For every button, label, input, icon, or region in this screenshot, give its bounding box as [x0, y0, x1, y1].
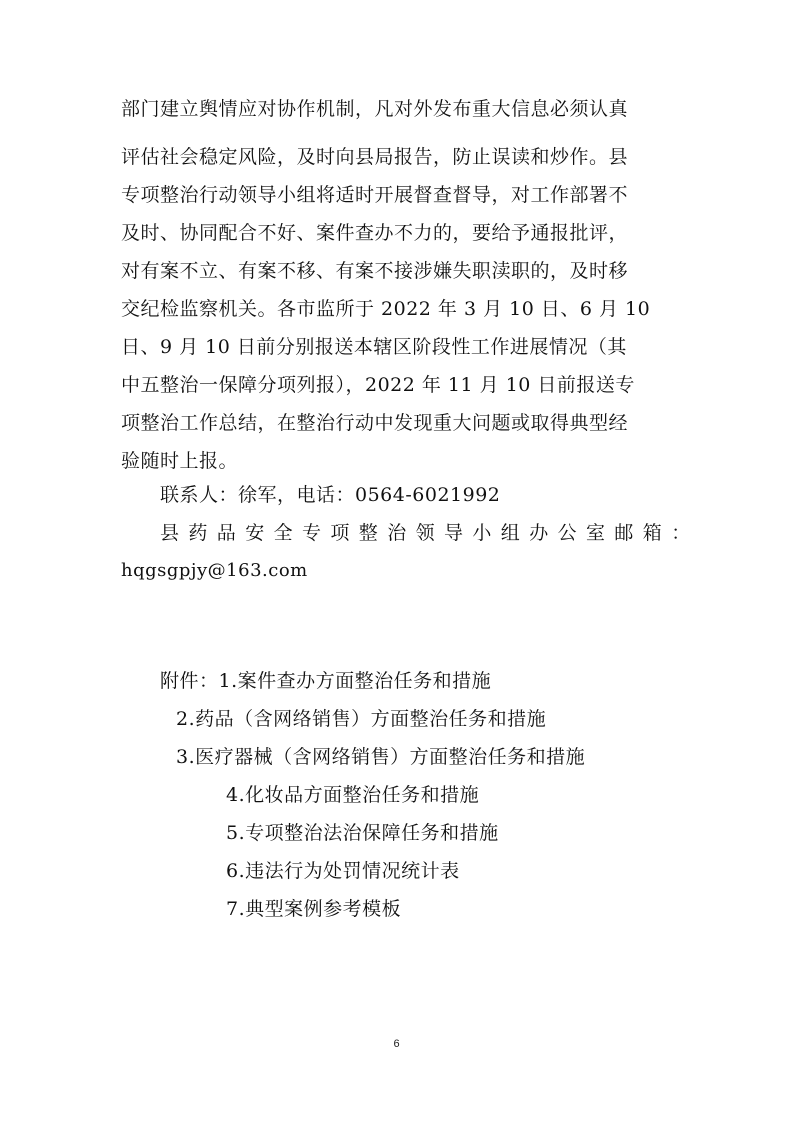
paragraph-line: 中五整治一保障分项列报），2022 年 11 月 10 日前报送专 [121, 374, 635, 396]
attachment-item: 附件：1.案件查办方面整治任务和措施 [160, 670, 492, 692]
attachment-item: 4.化妆品方面整治任务和措施 [226, 784, 480, 806]
paragraph-line: 交纪检监察机关。各市监所于 2022 年 3 月 10 日、6 月 10 [121, 298, 651, 320]
paragraph-line: 项整治工作总结，在整治行动中发现重大问题或取得典型经 [121, 412, 629, 434]
attachment-item: 3.医疗器械（含网络销售）方面整治任务和措施 [176, 746, 586, 768]
email-label: 县药品安全专项整治领导小组办公室邮箱： [160, 522, 700, 544]
page-number: 6 [393, 1038, 400, 1050]
attachment-item: 5.专项整治法治保障任务和措施 [226, 822, 499, 844]
attachment-item: 7.典型案例参考模板 [226, 898, 402, 920]
contact-line: 联系人：徐军，电话：0564-6021992 [160, 484, 501, 506]
paragraph-line: 部门建立舆情应对协作机制，凡对外发布重大信息必须认真 [121, 98, 629, 120]
paragraph-line: 验随时上报。 [121, 450, 239, 472]
paragraph-line: 对有案不立、有案不移、有案不接涉嫌失职渎职的，及时移 [121, 260, 629, 282]
attachment-item: 2.药品（含网络销售）方面整治任务和措施 [176, 708, 547, 730]
attachment-item: 6.违法行为处罚情况统计表 [226, 860, 460, 882]
paragraph-line: 评估社会稳定风险，及时向县局报告，防止误读和炒作。县 [121, 146, 629, 168]
paragraph-line: 及时、协同配合不好、案件查办不力的，要给予通报批评， [121, 222, 629, 244]
email-address: hqgsgpjy@163.com [121, 560, 308, 581]
paragraph-line: 日、9 月 10 日前分别报送本辖区阶段性工作进展情况（其 [121, 336, 627, 358]
paragraph-line: 专项整治行动领导小组将适时开展督查督导，对工作部署不 [121, 184, 629, 206]
